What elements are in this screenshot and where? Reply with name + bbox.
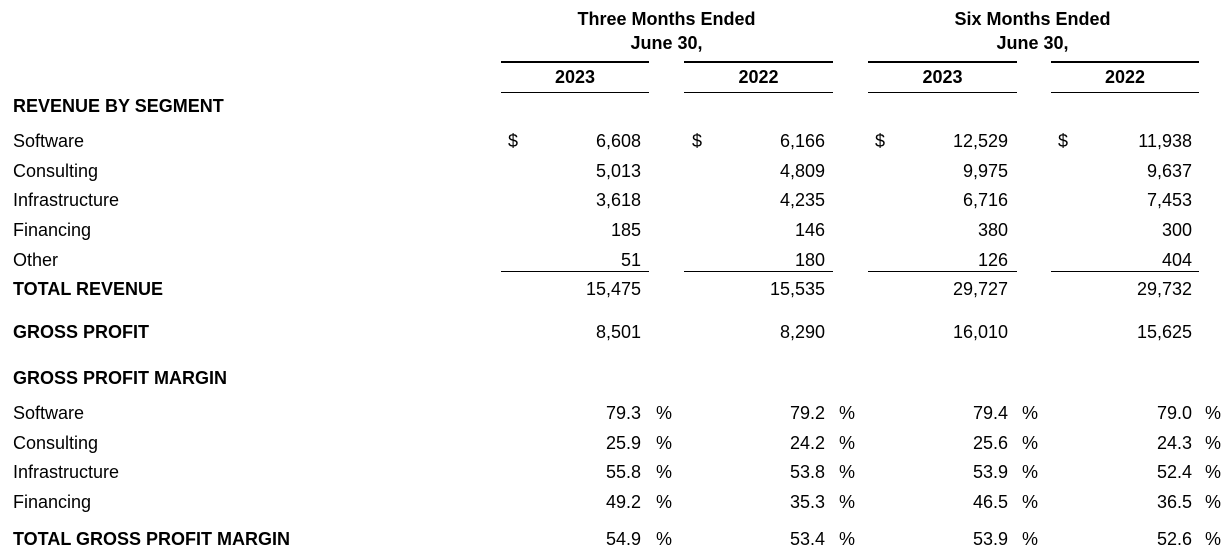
revenue-row-value: 9,975 (962, 161, 1008, 181)
total-rule (501, 271, 649, 272)
gross-profit-value: 8,501 (595, 322, 641, 342)
three-months-header-line2: June 30, (630, 33, 703, 53)
revenue-row-label: Software (13, 131, 85, 151)
gross-profit-value: 16,010 (952, 322, 1008, 342)
margin-row-label: Financing (13, 492, 92, 512)
percent-sign: % (1205, 433, 1222, 453)
total-margin-label: TOTAL GROSS PROFIT MARGIN (13, 529, 291, 549)
percent-sign: % (839, 462, 856, 482)
percent-sign: % (1022, 403, 1039, 423)
margin-row-value: 79.0 (1156, 403, 1192, 423)
margin-row-value: 25.9 (605, 433, 641, 453)
gross-profit-value: 15,625 (1136, 322, 1192, 342)
revenue-row-value: 11,938 (1138, 131, 1192, 151)
margin-row-value: 55.8 (605, 462, 641, 482)
percent-sign: % (839, 492, 856, 512)
margin-row-value: 24.2 (789, 433, 825, 453)
percent-sign: % (656, 403, 673, 423)
header-underline (684, 92, 833, 93)
six-months-header-line1: Six Months Ended (954, 9, 1111, 29)
revenue-row-value: 404 (1161, 250, 1192, 270)
total-revenue-value: 29,727 (952, 279, 1008, 299)
revenue-row-value: 12,529 (952, 131, 1008, 151)
percent-sign: % (1022, 462, 1039, 482)
gross-profit-label: GROSS PROFIT (13, 322, 150, 342)
margin-row-value: 24.3 (1156, 433, 1192, 453)
revenue-row-value: 6,608 (595, 131, 641, 151)
percent-sign: % (1022, 433, 1039, 453)
percent-sign: % (656, 433, 673, 453)
total-revenue-value: 29,732 (1136, 279, 1192, 299)
revenue-row-label: Consulting (13, 161, 99, 181)
total-margin-value: 53.4 (789, 529, 825, 549)
percent-sign: % (1205, 529, 1222, 549)
revenue-row-value: 7,453 (1146, 190, 1192, 210)
revenue-row-label: Other (13, 250, 59, 270)
revenue-row-value: 380 (977, 220, 1008, 240)
margin-row-value: 36.5 (1156, 492, 1192, 512)
year-header-2022-q: 2022 (738, 67, 779, 87)
year-header-2023-h: 2023 (922, 67, 963, 87)
revenue-row-value: 5,013 (595, 161, 641, 181)
header-underline (1051, 92, 1199, 93)
margin-row-value: 46.5 (972, 492, 1008, 512)
year-rule (501, 61, 649, 63)
revenue-row-value: 300 (1161, 220, 1192, 240)
percent-sign: % (656, 462, 673, 482)
revenue-row-value: 146 (794, 220, 825, 240)
percent-sign: % (839, 529, 856, 549)
revenue-row-value: 126 (977, 250, 1008, 270)
margin-row-value: 79.4 (972, 403, 1008, 423)
currency-symbol: $ (508, 131, 519, 151)
revenue-row-value: 6,166 (779, 131, 825, 151)
revenue-row-label: Infrastructure (13, 190, 120, 210)
percent-sign: % (839, 433, 856, 453)
currency-symbol: $ (875, 131, 886, 151)
percent-sign: % (1022, 492, 1039, 512)
revenue-row-value: 9,637 (1146, 161, 1192, 181)
revenue-row-value: 180 (794, 250, 825, 270)
header-underline (868, 92, 1017, 93)
revenue-row-value: 185 (610, 220, 641, 240)
margin-row-value: 49.2 (605, 492, 641, 512)
percent-sign: % (1205, 492, 1222, 512)
year-rule (868, 61, 1017, 63)
revenue-row-value: 4,235 (779, 190, 825, 210)
margin-row-label: Consulting (13, 433, 99, 453)
percent-sign: % (839, 403, 856, 423)
total-rule (868, 271, 1017, 272)
revenue-row-label: Financing (13, 220, 92, 240)
year-header-2022-h: 2022 (1104, 67, 1146, 87)
margin-row-label: Software (13, 403, 85, 423)
total-margin-value: 54.9 (605, 529, 641, 549)
revenue-row-value: 3,618 (595, 190, 641, 210)
percent-sign: % (1205, 403, 1222, 423)
margin-row-value: 53.8 (789, 462, 825, 482)
total-rule (684, 271, 833, 272)
margin-heading: GROSS PROFIT MARGIN (13, 368, 228, 388)
header-underline (501, 92, 649, 93)
year-rule (1051, 61, 1199, 63)
percent-sign: % (656, 492, 673, 512)
three-months-header-line1: Three Months Ended (577, 9, 756, 29)
revenue-row-value: 6,716 (962, 190, 1008, 210)
total-rule (1051, 271, 1199, 272)
total-margin-value: 52.6 (1156, 529, 1192, 549)
currency-symbol: $ (1058, 131, 1069, 151)
margin-row-value: 79.2 (789, 403, 825, 423)
total-revenue-value: 15,475 (585, 279, 641, 299)
total-margin-value: 53.9 (972, 529, 1008, 549)
percent-sign: % (656, 529, 673, 549)
percent-sign: % (1205, 462, 1222, 482)
total-revenue-value: 15,535 (769, 279, 825, 299)
currency-symbol: $ (692, 131, 703, 151)
margin-row-value: 35.3 (789, 492, 825, 512)
margin-row-value: 79.3 (605, 403, 641, 423)
total-revenue-label: TOTAL REVENUE (13, 279, 164, 299)
revenue-heading: REVENUE BY SEGMENT (13, 96, 224, 116)
margin-row-value: 53.9 (972, 462, 1008, 482)
year-header-2023-q: 2023 (554, 67, 596, 87)
margin-row-value: 52.4 (1156, 462, 1192, 482)
gross-profit-value: 8,290 (779, 322, 825, 342)
margin-row-value: 25.6 (972, 433, 1008, 453)
margin-row-label: Infrastructure (13, 462, 120, 482)
year-rule (684, 61, 833, 63)
six-months-header-line2: June 30, (996, 33, 1069, 53)
percent-sign: % (1022, 529, 1039, 549)
revenue-row-value: 51 (620, 250, 641, 270)
revenue-row-value: 4,809 (779, 161, 825, 181)
